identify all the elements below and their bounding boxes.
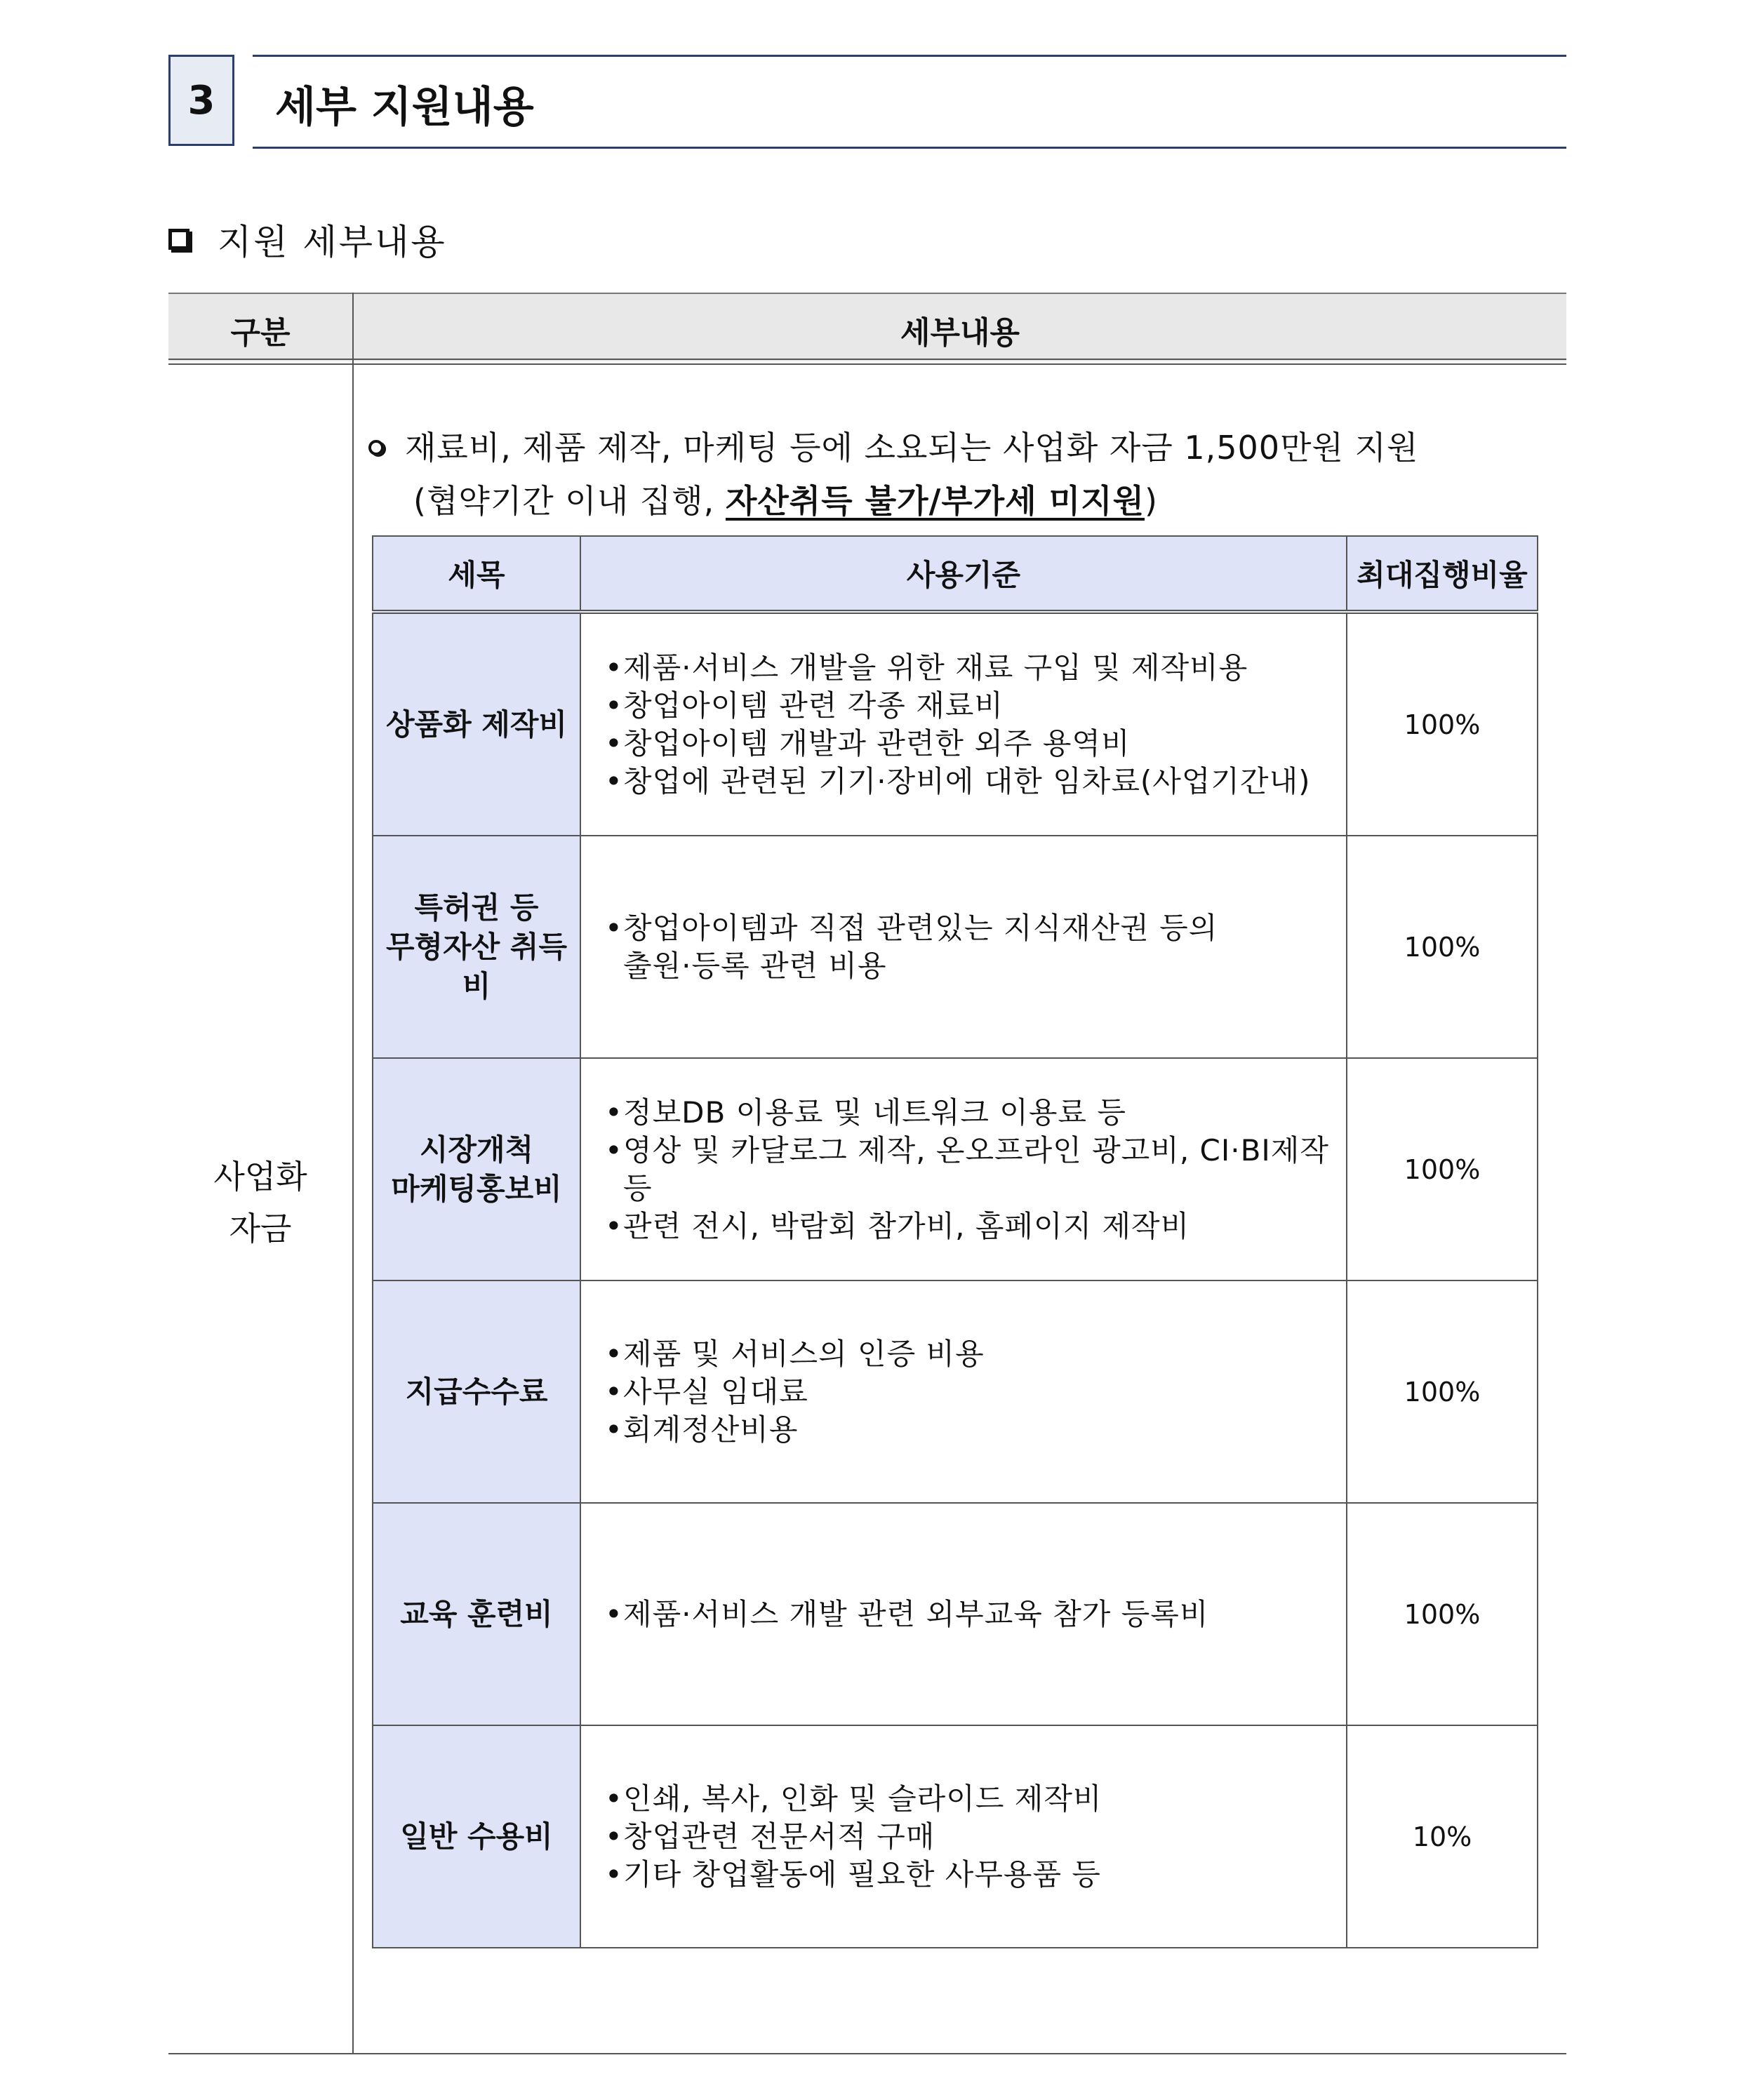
bullet-icon: •	[605, 763, 623, 798]
subheading	[168, 214, 447, 265]
intro-line-1: 재료비, 제품 제작, 마케팅 등에 소요되는 사업화 자금 1,500만원 지원	[405, 429, 1419, 467]
list-item	[605, 1596, 1346, 1633]
header-item: 세목	[373, 536, 580, 612]
list-item	[605, 1208, 1346, 1245]
section-title: 세부 지원내용	[275, 83, 534, 132]
criterion-text: 제품·서비스 개발을 위한 재료 구입 및 제작비용	[623, 650, 1248, 685]
list-item	[605, 687, 1346, 725]
criterion-text: 기타 창업활동에 필요한 사무용품 등	[623, 1857, 1101, 1892]
category-line: 특허권 등	[414, 890, 539, 925]
row-rate: 100%	[1347, 612, 1538, 836]
row-rate: 100%	[1347, 836, 1538, 1058]
subheading-text: 지원 세부내용	[218, 222, 447, 262]
list-item	[605, 909, 1346, 985]
header-divider	[168, 363, 1566, 365]
table-row	[373, 1503, 1538, 1725]
bullet-icon: •	[605, 1819, 623, 1854]
criterion-text: 창업아이템 관련 각종 재료비	[623, 688, 1004, 723]
criterion-text: 사무실 임대료	[623, 1374, 808, 1409]
criterion-text: 제품·서비스 개발 관련 외부교육 참가 등록비	[623, 1596, 1209, 1631]
row-criteria	[580, 612, 1347, 836]
row-rate: 100%	[1347, 1503, 1538, 1725]
list-item	[605, 1818, 1346, 1856]
category-line: 무형자산 취득비	[385, 929, 568, 1003]
bullet-icon: •	[605, 1095, 623, 1130]
intro-emphasis: 자산취득 불가/부가세 미지원	[725, 482, 1145, 520]
bullet-icon: •	[605, 1374, 623, 1409]
list-item	[605, 725, 1346, 763]
criterion-text: 관련 전시, 박람회 참가비, 홈페이지 제작비	[623, 1208, 1190, 1243]
header-details: 세부내용	[900, 315, 1020, 351]
row-category	[373, 836, 580, 1058]
list-item	[605, 1094, 1346, 1132]
header-criteria: 사용기준	[580, 536, 1347, 612]
section-number: 3	[168, 55, 234, 146]
category-line: 자금	[229, 1210, 292, 1248]
expense-table	[372, 535, 1538, 1948]
category-line: 지급수수료	[405, 1374, 548, 1409]
bullet-icon: •	[605, 1781, 623, 1816]
category-label	[168, 1151, 352, 1255]
criterion-text: 창업아이템 개발과 관련한 외주 용역비	[623, 725, 1131, 761]
table-bottom-border	[168, 2053, 1566, 2054]
row-rate: 100%	[1347, 1058, 1538, 1280]
row-category	[373, 1503, 580, 1725]
bullet-icon: •	[605, 1336, 623, 1371]
bullet-icon: •	[605, 650, 623, 685]
criterion-text: 영상 및 카달로그 제작, 온오프라인 광고비, CI·BI제작 등	[623, 1132, 1329, 1205]
category-line: 마케팅홍보비	[391, 1171, 562, 1206]
list-item	[605, 1780, 1346, 1818]
header-divider	[168, 359, 1566, 360]
table-row	[373, 1280, 1538, 1503]
criterion-text: 회계정산비용	[623, 1412, 799, 1447]
list-item	[605, 763, 1346, 801]
category-line: 사업화	[213, 1158, 307, 1196]
row-criteria	[580, 1280, 1347, 1503]
criterion-text: 창업에 관련된 기기·장비에 대한 임차료(사업기간내)	[623, 763, 1311, 798]
intro-paragraph	[368, 421, 1418, 528]
list-item	[605, 1856, 1346, 1894]
criterion-text: 창업관련 전문서적 구매	[623, 1819, 935, 1854]
list-item	[605, 1373, 1346, 1411]
column-divider	[352, 293, 354, 2054]
category-line: 상품화 제작비	[385, 707, 568, 742]
criterion-text: 제품 및 서비스의 인증 비용	[623, 1336, 985, 1371]
table-row	[373, 1725, 1538, 1948]
criterion-text: 인쇄, 복사, 인화 및 슬라이드 제작비	[623, 1781, 1102, 1816]
list-item	[605, 1335, 1346, 1373]
criterion-text: 창업아이템과 직접 관련있는 지식재산권 등의 출원·등록 관련 비용	[623, 910, 1218, 983]
circle-bullet-icon	[368, 440, 384, 455]
row-criteria	[580, 836, 1347, 1058]
table-row	[373, 1058, 1538, 1280]
header-category: 구분	[230, 315, 291, 351]
header-max-rate: 최대집행비율	[1347, 536, 1538, 612]
bullet-icon: •	[605, 1208, 623, 1243]
bullet-icon: •	[605, 725, 623, 761]
category-line: 시장개척	[419, 1132, 534, 1167]
category-line: 교육 훈련비	[400, 1596, 553, 1631]
row-rate: 10%	[1347, 1725, 1538, 1948]
bullet-icon: •	[605, 910, 623, 945]
checkbox-square-icon	[168, 229, 189, 250]
row-category	[373, 1058, 580, 1280]
list-item	[605, 1411, 1346, 1449]
bullet-icon: •	[605, 688, 623, 723]
table-row	[373, 612, 1538, 836]
row-category	[373, 1280, 580, 1503]
row-rate: 100%	[1347, 1280, 1538, 1503]
category-line: 일반 수용비	[400, 1819, 553, 1854]
bullet-icon: •	[605, 1132, 623, 1168]
row-category	[373, 612, 580, 836]
table-row	[373, 836, 1538, 1058]
intro-line-2-suffix: )	[1145, 482, 1158, 520]
list-item	[605, 1132, 1346, 1208]
bullet-icon: •	[605, 1857, 623, 1892]
criterion-text: 정보DB 이용료 및 네트워크 이용료 등	[623, 1095, 1126, 1130]
bullet-icon: •	[605, 1412, 623, 1447]
row-criteria	[580, 1503, 1347, 1725]
row-criteria	[580, 1058, 1347, 1280]
row-category	[373, 1725, 580, 1948]
list-item	[605, 649, 1346, 687]
bullet-icon: •	[605, 1596, 623, 1631]
row-criteria	[580, 1725, 1347, 1948]
intro-line-2-prefix: (협약기간 이내 집행,	[413, 482, 726, 520]
